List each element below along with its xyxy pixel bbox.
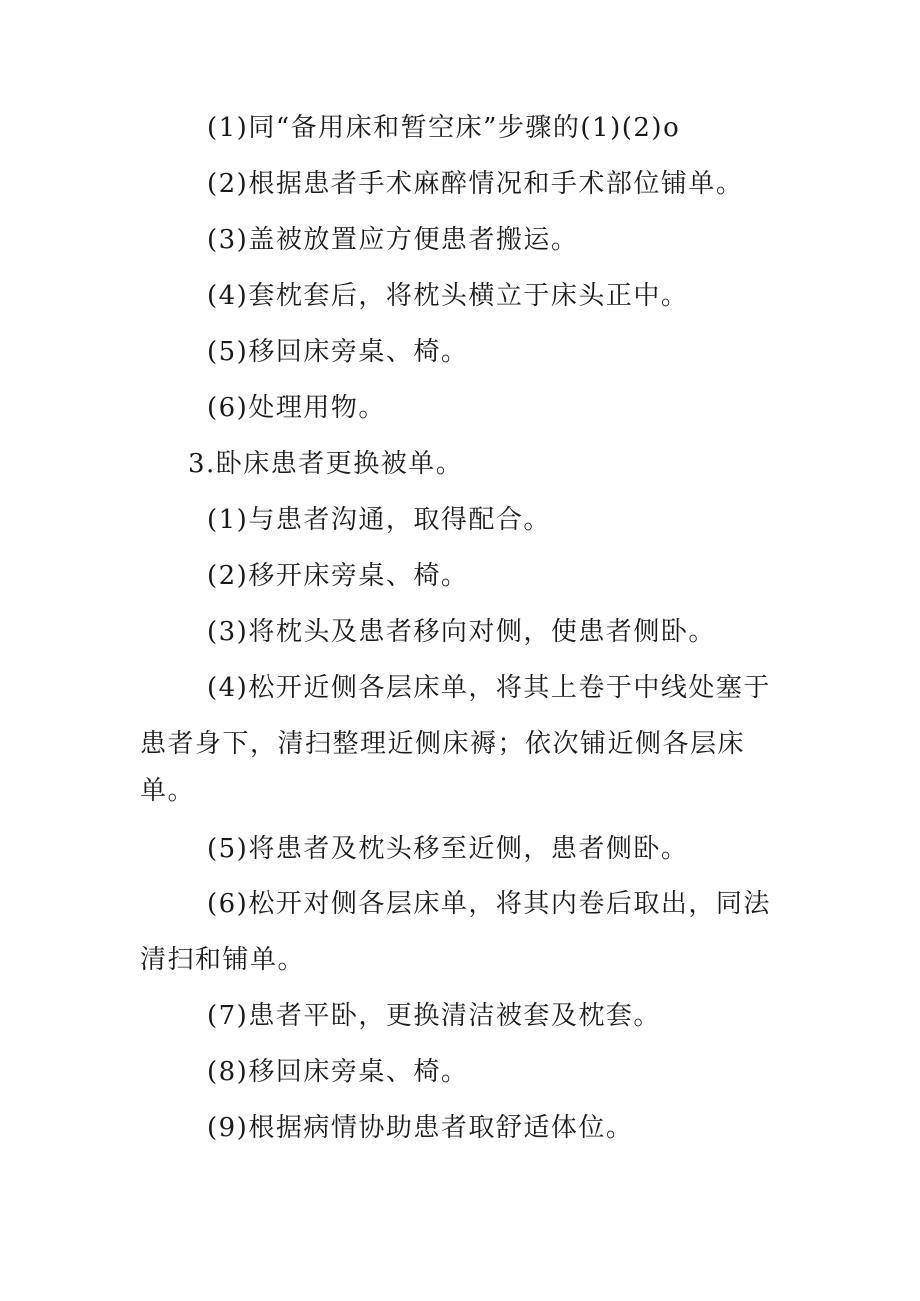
section-heading: 3.卧床患者更换被单。 (188, 449, 464, 479)
step-line-13: (7)患者平卧，更换清洁被套及枕套。 (207, 1001, 661, 1031)
step-line-10-cont-2: 单。 (140, 776, 196, 806)
step-line-3: (3)盖被放置应方便患者搬运。 (207, 225, 579, 255)
step-line-7: (1)与患者沟通，取得配合。 (207, 505, 551, 535)
step-line-6: (6)处理用物。 (207, 393, 386, 423)
step-line-12: (6)松开对侧各层床单，将其内卷后取出，同法 (207, 889, 771, 919)
step-line-15: (9)根据病情协助患者取舒适体位。 (207, 1113, 634, 1143)
step-line-2: (2)根据患者手术麻醉情况和手术部位铺单。 (207, 169, 744, 199)
step-line-1: (1)同“备用床和暂空床”步骤的(1)(2)o (207, 113, 681, 143)
step-line-12-cont: 清扫和铺单。 (140, 945, 306, 975)
step-line-5: (5)移回床旁桌、椅。 (207, 337, 469, 367)
step-line-10: (4)松开近侧各层床单，将其上卷于中线处塞于 (207, 673, 771, 703)
step-line-10-cont-1: 患者身下，清扫整理近侧床褥；依次铺近侧各层床 (140, 729, 746, 759)
step-line-9: (3)将枕头及患者移向对侧，使患者侧卧。 (207, 617, 716, 647)
step-line-4: (4)套枕套后，将枕头横立于床头正中。 (207, 281, 689, 311)
step-line-8: (2)移开床旁桌、椅。 (207, 561, 469, 591)
step-line-11: (5)将患者及枕头移至近侧，患者侧卧。 (207, 834, 689, 864)
step-line-14: (8)移回床旁桌、椅。 (207, 1057, 469, 1087)
